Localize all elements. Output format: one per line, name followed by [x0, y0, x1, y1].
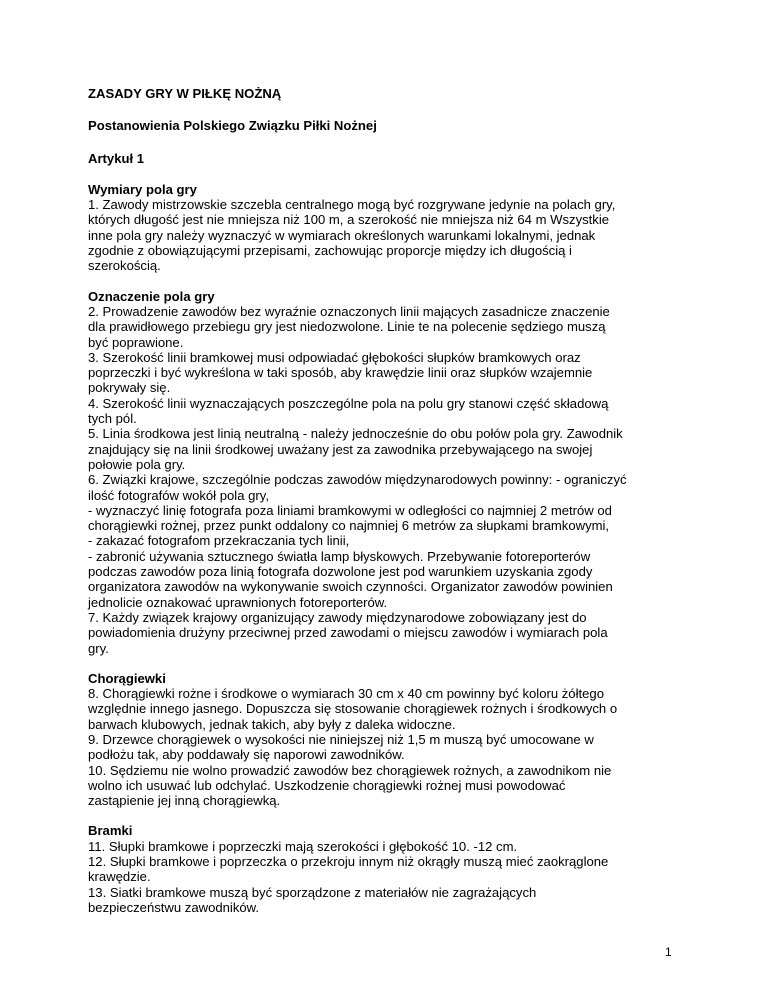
document-title: ZASADY GRY W PIŁKĘ NOŻNĄ: [88, 86, 282, 101]
section: [88, 289, 688, 656]
text-line: 10. Sędziemu nie wolno prowadzić zawodów bez chorągiewek rożnych, a zawodnikom nie: [88, 762, 612, 778]
text-line: - zabronić używania sztucznego światła lamp błyskowych. Przebywanie fotoreporterów: [88, 548, 591, 564]
text-line: inne pola gry należy wyznaczyć w wymiarach określonych warunkami lokalnymi, jednak: [88, 227, 596, 243]
text-line: pokrywały się.: [88, 380, 171, 396]
section-heading: Wymiary pola gry: [88, 181, 197, 197]
text-line: 8. Chorągiewki rożne i środkowe o wymiarach 30 cm x 40 cm powinny być koloru żółtego: [88, 686, 604, 702]
text-line: wolno ich usuwać lub odchylać. Uszkodzenie chorągiewki rożnej musi powodować: [88, 777, 566, 793]
section: [88, 671, 688, 809]
text-line: powiadomienia drużyny przeciwnej przed zawodami o miejscu zawodów i wymiarach pola: [88, 625, 608, 641]
text-line: gry.: [88, 640, 109, 656]
text-line: barwach klubowych, jednak takich, aby były z daleka widoczne.: [88, 716, 456, 732]
sections-container: [88, 182, 688, 915]
text-line: zastąpienie jej inną chorągiewką.: [88, 793, 281, 809]
text-line: 7. Każdy związek krajowy organizujący zawody międzynarodowe zobowiązany jest do: [88, 609, 587, 625]
text-line: których długość jest nie mniejsza niż 100 m, a szerokość nie mniejsza niż 64 m Wszystkie: [88, 212, 610, 228]
text-line: 13. Siatki bramkowe muszą być sporządzone z materiałów nie zagrażających: [88, 884, 537, 900]
text-line: 11. Słupki bramkowe i poprzeczki mają szerokości i głębokość 10. -12 cm.: [88, 838, 518, 854]
text-line: organizatora zawodów na wykonywanie swoich czynności. Organizator zawodów powinien: [88, 579, 613, 595]
text-line: - zakazać fotografom przekraczania tych linii,: [88, 533, 350, 549]
section-heading: Chorągiewki: [88, 670, 166, 686]
article-heading: Artykuł 1: [88, 150, 145, 166]
text-line: chorągiewki rożnej, przez punkt oddalony co najmniej 6 metrów za słupkami bramkowymi,: [88, 518, 610, 534]
text-line: znajdujący się na linii środkowej uważany jest za zawodnika przebywającego na swojej: [88, 441, 593, 457]
text-line: krawędzie.: [88, 869, 151, 885]
text-line: podczas zawodów poza linią fotografa dozwolone jest pod warunkiem uzyskania zgody: [88, 564, 593, 580]
section-heading: Bramki: [88, 823, 133, 839]
text-line: zgodnie z obowiązującymi przepisami, zachowując proporcje między ich długością i: [88, 243, 572, 259]
text-line: 3. Szerokość linii bramkowej musi odpowiadać głębokości słupków bramkowych oraz: [88, 349, 581, 365]
text-line: 5. Linia środkowa jest linią neutralną - należy jednocześnie do obu połów pola gry. Zawodnik: [88, 426, 623, 442]
text-line: szerokością.: [88, 258, 161, 274]
text-line: bezpieczeństwu zawodników.: [88, 899, 260, 915]
text-line: 2. Prowadzenie zawodów bez wyraźnie oznaczonych linii mających zasadnicze znaczenie: [88, 303, 610, 319]
section-heading: Oznaczenie pola gry: [88, 288, 215, 304]
text-line: 12. Słupki bramkowe i poprzeczka o przekroju innym niż okrągły muszą mieć zaokrąglone: [88, 854, 609, 870]
text-line: być poprawione.: [88, 334, 184, 350]
text-line: względnie innego jasnego. Dopuszcza się stosowanie chorągiewek rożnych i środkowych o: [88, 701, 618, 717]
text-line: ilość fotografów wokół pola gry,: [88, 487, 269, 503]
text-line: - wyznaczyć linię fotografa poza liniami bramkowymi w odległości co najmniej 2 metrów od: [88, 502, 612, 518]
text-line: jednolicie oznakować uprawnionych fotoreporterów.: [88, 594, 388, 610]
text-line: 4. Szerokość linii wyznaczających poszczególne pola na polu gry stanowi część składową: [88, 395, 609, 411]
text-line: dla prawidłowego przebiegu gry jest niedozwolone. Linie te na polecenie sędziego muszą: [88, 319, 606, 335]
text-line: podłożu tak, aby poddawały się naporowi zawodników.: [88, 747, 405, 763]
document-body: [88, 86, 688, 930]
document-subtitle: Postanowienia Polskiego Związku Piłki Nożnej: [88, 118, 377, 134]
text-line: 1. Zawody mistrzowskie szczebla centralnego mogą być rozgrywane jedynie na polach gry,: [88, 197, 616, 213]
text-line: połowie pola gry.: [88, 456, 186, 472]
section: [88, 823, 688, 915]
text-line: tych pól.: [88, 411, 137, 427]
text-line: poprzeczki i być wykreślona w taki sposób, aby krawędzie linii oraz słupków wzajemnie: [88, 365, 593, 381]
text-line: 6. Związki krajowe, szczególnie podczas zawodów międzynarodowych powinny: - ograniczyć: [88, 472, 627, 488]
section: [88, 182, 688, 274]
text-line: 9. Drzewce chorągiewek o wysokości nie niniejszej niż 1,5 m muszą być umocowane w: [88, 731, 594, 747]
page-number: 1: [665, 945, 672, 959]
